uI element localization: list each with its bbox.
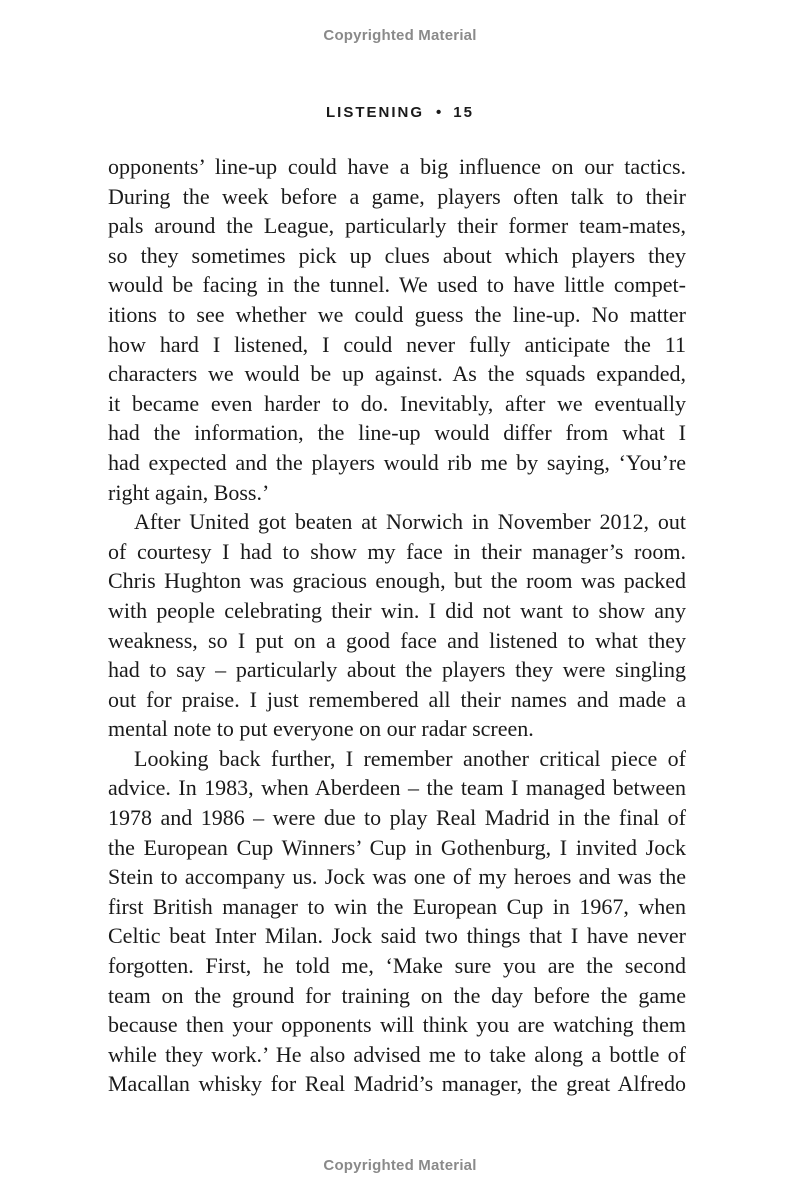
text-line: mental note to put everyone on our radar screen. xyxy=(108,716,534,742)
text-line: Chris Hughton was gracious enough, but the room was packed xyxy=(108,568,686,594)
text-line: team on the ground for training on the day before the game xyxy=(108,982,686,1008)
text-line: Celtic beat Inter Milan. Jock said two things that I have never xyxy=(108,923,686,949)
text-line: Stein to accompany us. Jock was one of my heroes and was the xyxy=(108,864,686,890)
text-line: while they work.’ He also advised me to take along a bottle of xyxy=(108,1041,686,1067)
copyright-watermark-top: Copyrighted Material xyxy=(323,27,477,44)
text-line: advice. In 1983, when Aberdeen – the team I managed between xyxy=(108,775,686,801)
body-text xyxy=(108,152,686,1099)
separator-bullet: • xyxy=(436,104,442,121)
text-line: itions to see whether we could guess the line-up. No matter xyxy=(108,301,686,327)
text-line: right again, Boss.’ xyxy=(108,479,270,505)
text-line: During the week before a game, players often talk to their xyxy=(108,183,686,209)
text-line: had expected and the players would rib me by saying, ‘You’re xyxy=(108,449,686,475)
text-line: it became even harder to do. Inevitably, after we eventually xyxy=(108,390,686,416)
text-line: had to say – particularly about the players they were singling xyxy=(108,657,686,683)
section-title: LISTENING xyxy=(326,104,425,121)
running-head xyxy=(0,104,800,121)
text-line: had the information, the line-up would differ from what I xyxy=(108,420,686,446)
text-line: first British manager to win the European Cup in 1967, when xyxy=(108,893,686,919)
text-line: opponents’ line-up could have a big influence on our tactics. xyxy=(108,154,686,179)
text-line: with people celebrating their win. I did not want to show any xyxy=(108,597,686,623)
text-line: pals around the League, particularly their former team-mates, xyxy=(108,213,686,239)
text-line: 1978 and 1986 – were due to play Real Madrid in the final of xyxy=(108,805,686,831)
text-line: the European Cup Winners’ Cup in Gothenburg, I invited Jock xyxy=(108,834,686,860)
text-line: weakness, so I put on a good face and listened to what they xyxy=(108,627,686,653)
text-line: of courtesy I had to show my face in their manager’s room. xyxy=(108,538,686,564)
text-line: Macallan whisky for Real Madrid’s manager, the great Alfredo xyxy=(108,1071,686,1097)
text-line: characters we would be up against. As the squads expanded, xyxy=(108,361,686,387)
page-number: 15 xyxy=(453,104,474,121)
text-line: forgotten. First, he told me, ‘Make sure you are the second xyxy=(108,953,686,979)
text-line: how hard I listened, I could never fully anticipate the 11 xyxy=(108,331,686,357)
text-line: out for praise. I just remembered all their names and made a xyxy=(108,686,686,712)
text-line: After United got beaten at Norwich in November 2012, out xyxy=(134,509,686,535)
text-line: would be facing in the tunnel. We used to have little compet- xyxy=(108,272,686,298)
copyright-watermark-bottom: Copyrighted Material xyxy=(323,1157,477,1174)
text-line: so they sometimes pick up clues about which players they xyxy=(108,242,686,268)
text-line: Looking back further, I remember another critical piece of xyxy=(134,745,686,771)
text-line: because then your opponents will think you are watching them xyxy=(108,1012,686,1038)
